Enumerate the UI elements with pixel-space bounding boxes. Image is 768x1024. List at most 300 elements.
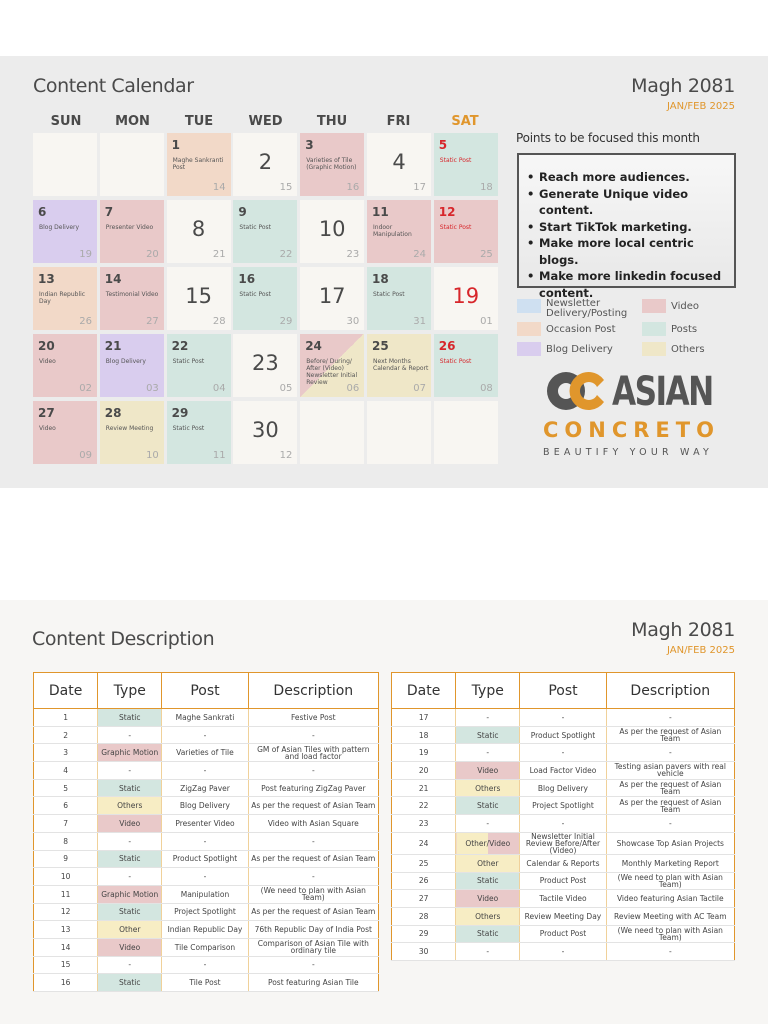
gregorian-date: 03 <box>146 383 159 394</box>
gregorian-date: 26 <box>79 316 92 327</box>
table-cell: - <box>98 762 162 780</box>
table-cell: - <box>162 762 248 780</box>
table-cell: - <box>248 726 378 744</box>
legend-swatch <box>517 322 541 336</box>
focus-point: • Make more local centric blogs. <box>527 235 734 268</box>
day-label: Static Post <box>239 291 272 298</box>
table-cell: Calendar & Reports <box>520 854 606 872</box>
table-cell: Blog Delivery <box>162 797 248 815</box>
calendar-day-cell[interactable] <box>100 200 164 263</box>
table-cell: 28 <box>392 907 456 925</box>
table-cell: Static <box>98 850 162 868</box>
gregorian-date: 12 <box>279 450 293 461</box>
table-cell: Static <box>456 925 520 943</box>
page-title: Content Calendar <box>33 75 194 97</box>
table-cell: As per the request of Asian Team <box>606 797 734 815</box>
focus-point: • Make more linkedin focused content. <box>527 268 734 301</box>
day-number: 24 <box>305 339 322 353</box>
calendar-day-cell[interactable] <box>233 200 297 263</box>
table-cell: - <box>456 709 520 727</box>
weekday-sun: SUN <box>50 114 82 129</box>
table-cell: - <box>162 832 248 850</box>
table-cell: Review Meeting with AC Team <box>606 907 734 925</box>
calendar-day-cell[interactable] <box>233 401 297 464</box>
table-cell: - <box>606 709 734 727</box>
calendar-day-cell[interactable] <box>434 267 498 330</box>
calendar-day-cell[interactable] <box>434 334 498 397</box>
focus-point: • Generate Unique video content. <box>527 186 734 219</box>
table-cell: Festive Post <box>248 709 378 727</box>
table-cell: - <box>248 868 378 886</box>
table-row <box>392 709 735 727</box>
calendar-day-cell[interactable] <box>33 200 97 263</box>
table-row <box>392 854 735 872</box>
calendar-day-cell[interactable] <box>33 267 97 330</box>
focus-point: • Reach more audiences. <box>527 169 734 186</box>
calendar-day-cell[interactable] <box>33 334 97 397</box>
table-cell: Project Spotlight <box>162 903 248 921</box>
table-cell: ZigZag Paver <box>162 779 248 797</box>
table-cell: 23 <box>392 815 456 833</box>
weekday-wed: WED <box>248 114 283 129</box>
column-header: Post <box>520 673 606 709</box>
table-cell: - <box>520 709 606 727</box>
column-header: Description <box>606 673 734 709</box>
table-cell: - <box>162 956 248 974</box>
gregorian-date: 17 <box>413 182 426 193</box>
table-row <box>392 815 735 833</box>
table-row <box>34 921 379 939</box>
table-cell: As per the request of Asian Team <box>606 726 734 744</box>
day-number: 18 <box>372 272 389 286</box>
calendar-day-cell[interactable] <box>300 200 364 263</box>
gregorian-date: 27 <box>146 316 159 327</box>
description-table-right <box>391 672 735 961</box>
calendar-day-cell[interactable] <box>367 401 431 464</box>
table-cell: 15 <box>34 956 98 974</box>
table-cell: Product Post <box>520 872 606 890</box>
table-row <box>34 815 379 833</box>
legend-swatch <box>642 342 666 356</box>
gregorian-date: 28 <box>212 316 226 327</box>
legend-label: Video <box>671 301 700 312</box>
calendar-day-cell[interactable] <box>100 401 164 464</box>
day-label: Maghe Sankranti Post <box>172 157 224 171</box>
table-cell: Others <box>456 907 520 925</box>
table-row <box>392 797 735 815</box>
gregorian-date: 23 <box>346 249 360 260</box>
table-cell: - <box>520 815 606 833</box>
gregorian-date: 30 <box>346 316 360 327</box>
table-cell: - <box>520 744 606 762</box>
day-number-large: 15 <box>185 284 212 308</box>
day-label: Next Months Calendar & Report <box>373 358 429 372</box>
calendar-day-cell[interactable] <box>100 267 164 330</box>
table-cell: 12 <box>34 903 98 921</box>
table-cell: Static <box>98 974 162 992</box>
column-header: Type <box>456 673 520 709</box>
legend-label: Posts <box>671 324 698 335</box>
calendar-day-cell[interactable] <box>300 401 364 464</box>
table-cell: - <box>98 868 162 886</box>
table-cell: Static <box>98 709 162 727</box>
column-header: Type <box>98 673 162 709</box>
day-label: Video <box>39 425 56 432</box>
table-cell: - <box>520 943 606 961</box>
calendar-day-cell[interactable] <box>100 334 164 397</box>
table-cell: 6 <box>34 797 98 815</box>
legend-label: Blog Delivery <box>546 344 613 355</box>
table-cell: Blog Delivery <box>520 779 606 797</box>
table-cell: (We need to plan with Asian Team) <box>606 925 734 943</box>
table-cell: 26 <box>392 872 456 890</box>
day-number: 9 <box>238 205 247 219</box>
table-cell: - <box>248 956 378 974</box>
table-row <box>34 903 379 921</box>
table-cell: Varieties of Tile <box>162 744 248 762</box>
table-row <box>34 779 379 797</box>
points-title: Points to be focused this month <box>516 131 700 145</box>
table-cell: Static <box>456 797 520 815</box>
table-cell: Presenter Video <box>162 815 248 833</box>
gregorian-date: 24 <box>413 249 426 260</box>
table-cell: Others <box>456 779 520 797</box>
table-row <box>34 726 379 744</box>
table-row <box>392 907 735 925</box>
weekday-sat: SAT <box>451 114 479 129</box>
table-row <box>392 779 735 797</box>
table-cell: 20 <box>392 762 456 780</box>
day-number: 14 <box>104 272 122 286</box>
gregorian-date: 02 <box>79 383 92 394</box>
calendar-day-cell[interactable] <box>233 334 297 397</box>
calendar-day-cell[interactable] <box>300 334 364 397</box>
gregorian-date: 07 <box>413 383 426 394</box>
gregorian-date: 06 <box>346 383 360 394</box>
table-cell: Manipulation <box>162 885 248 903</box>
gregorian-date: 11 <box>212 450 226 461</box>
calendar-day-cell[interactable] <box>167 334 231 397</box>
table-row <box>392 943 735 961</box>
table-cell: - <box>606 943 734 961</box>
table-row <box>34 885 379 903</box>
weekday-thu: THU <box>316 114 348 129</box>
table-cell: Post featuring Asian Tile <box>248 974 378 992</box>
calendar-day-cell[interactable] <box>434 200 498 263</box>
gregorian-date: 01 <box>480 316 493 327</box>
table-cell: 30 <box>392 943 456 961</box>
day-number: 22 <box>171 339 189 353</box>
table-cell: - <box>606 815 734 833</box>
day-label: Presenter Video <box>105 224 154 231</box>
points-box <box>517 153 736 300</box>
table-cell: Post featuring ZigZag Paver <box>248 779 378 797</box>
table-cell: 76th Republic Day of India Post <box>248 921 378 939</box>
table-row <box>392 872 735 890</box>
day-number: 20 <box>38 339 55 353</box>
calendar-day-cell[interactable] <box>33 133 97 196</box>
table-cell: Others <box>98 797 162 815</box>
day-label: Blog Delivery <box>39 224 80 231</box>
table-cell: 10 <box>34 868 98 886</box>
table-cell: - <box>456 943 520 961</box>
table-cell: Indian Republic Day <box>162 921 248 939</box>
day-label: Indoor Manipulation <box>373 224 412 238</box>
table-cell: Review Meeting Day <box>520 907 606 925</box>
column-header: Date <box>34 673 98 709</box>
table-cell: Load Factor Video <box>520 762 606 780</box>
gregorian-date: 25 <box>480 249 493 260</box>
calendar-day-cell[interactable] <box>167 133 231 196</box>
weekday-mon: MON <box>115 114 150 129</box>
gregorian-date: 22 <box>279 249 293 260</box>
calendar-day-cell[interactable] <box>100 133 164 196</box>
legend-swatch <box>642 322 666 336</box>
day-label: Static Post <box>239 224 272 231</box>
day-label: Review Meeting <box>105 425 154 432</box>
day-number: 11 <box>372 205 389 219</box>
table-cell: Static <box>456 726 520 744</box>
day-number: 21 <box>104 339 122 353</box>
month-subtitle: JAN/FEB 2025 <box>666 101 735 112</box>
column-header: Post <box>162 673 248 709</box>
table-cell: - <box>606 744 734 762</box>
table-row <box>392 925 735 943</box>
day-number: 28 <box>104 406 122 420</box>
calendar-grid <box>33 133 499 467</box>
table-cell: 18 <box>392 726 456 744</box>
table-cell: 8 <box>34 832 98 850</box>
day-number-large: 17 <box>318 284 346 308</box>
day-number-large: 10 <box>318 217 346 241</box>
legend-swatch <box>642 299 666 313</box>
table-cell: (We need to plan with Asian Team) <box>606 872 734 890</box>
gregorian-date: 10 <box>146 450 159 461</box>
day-number-large: 2 <box>258 150 273 174</box>
table-cell: Comparison of Asian Tile with ordinary tile <box>248 938 378 956</box>
calendar-day-cell[interactable] <box>167 401 231 464</box>
table-cell: Video with Asian Square <box>248 815 378 833</box>
table-cell: 1 <box>34 709 98 727</box>
table-cell: 7 <box>34 815 98 833</box>
table-row <box>34 938 379 956</box>
day-label: Before/ During/ After (Video) Newsletter Initial Review <box>306 358 358 386</box>
day-number-large: 30 <box>252 418 279 442</box>
calendar-day-cell[interactable] <box>233 133 297 196</box>
table-row <box>392 726 735 744</box>
table-row <box>392 890 735 908</box>
calendar-day-cell[interactable] <box>367 334 431 397</box>
gregorian-date: 31 <box>413 316 426 327</box>
table-row <box>34 762 379 780</box>
table-cell: Showcase Top Asian Projects <box>606 832 734 854</box>
table-cell: - <box>98 832 162 850</box>
table-cell: Tile Comparison <box>162 938 248 956</box>
table-row <box>392 744 735 762</box>
table-cell: As per the request of Asian Team <box>248 903 378 921</box>
day-number: 3 <box>305 138 314 152</box>
table-cell: 21 <box>392 779 456 797</box>
calendar-day-cell[interactable] <box>300 133 364 196</box>
table-cell: GM of Asian Tiles with pattern and load factor <box>248 744 378 762</box>
calendar-day-cell[interactable] <box>167 200 231 263</box>
calendar-day-cell[interactable] <box>367 267 431 330</box>
table-cell: Graphic Motion <box>98 744 162 762</box>
table-cell: Static <box>98 779 162 797</box>
day-number: 12 <box>438 205 456 219</box>
table-cell: 24 <box>392 832 456 854</box>
gregorian-date: 19 <box>79 249 92 260</box>
calendar-day-cell[interactable] <box>434 401 498 464</box>
weekday-tue: TUE <box>184 114 214 129</box>
legend-label: Newsletter Delivery/Posting <box>546 298 628 319</box>
table-row <box>392 762 735 780</box>
table-cell: Project Spotlight <box>520 797 606 815</box>
logo-asian-text: ASIAN <box>612 369 713 415</box>
gregorian-date: 15 <box>279 182 293 193</box>
table-cell: - <box>98 726 162 744</box>
table-cell: 13 <box>34 921 98 939</box>
day-label: Video <box>39 358 56 365</box>
day-number: 27 <box>38 406 55 420</box>
table-row <box>34 744 379 762</box>
table-cell: Video <box>456 762 520 780</box>
legend-label: Occasion Post <box>546 324 616 335</box>
column-header: Description <box>248 673 378 709</box>
weekday-header <box>33 114 497 128</box>
calendar-day-cell[interactable] <box>33 401 97 464</box>
table-row <box>34 868 379 886</box>
table-cell: Video <box>456 890 520 908</box>
column-header: Date <box>392 673 456 709</box>
gregorian-date: 20 <box>146 249 159 260</box>
gregorian-date: 09 <box>79 450 92 461</box>
day-label: Testimonial Video <box>105 291 159 298</box>
table-cell: Testing asian pavers with real vehicle <box>606 762 734 780</box>
gregorian-date: 14 <box>212 182 226 193</box>
table-cell: 16 <box>34 974 98 992</box>
day-label: Static Post <box>373 291 405 298</box>
month-subtitle-2: JAN/FEB 2025 <box>666 645 735 656</box>
day-number: 13 <box>38 272 55 286</box>
table-cell: 17 <box>392 709 456 727</box>
focus-point: • Start TikTok marketing. <box>527 219 734 236</box>
table-row <box>392 832 735 854</box>
day-label: Static Post <box>439 157 472 164</box>
calendar-day-cell[interactable] <box>367 200 431 263</box>
gregorian-date: 16 <box>346 182 360 193</box>
table-cell: Graphic Motion <box>98 885 162 903</box>
logo-mark-icon <box>542 368 612 418</box>
table-cell: Tactile Video <box>520 890 606 908</box>
logo-concreto-text: CONCRETO <box>543 418 720 442</box>
table-cell: 27 <box>392 890 456 908</box>
table-cell: 9 <box>34 850 98 868</box>
table-cell: (We need to plan with Asian Team) <box>248 885 378 903</box>
gregorian-date: 05 <box>279 383 293 394</box>
legend-swatch <box>517 299 541 313</box>
weekday-fri: FRI <box>386 114 411 129</box>
table-cell: Product Spotlight <box>162 850 248 868</box>
gregorian-date: 08 <box>480 383 493 394</box>
table-row <box>34 832 379 850</box>
gregorian-date: 21 <box>212 249 226 260</box>
table-cell: 22 <box>392 797 456 815</box>
table-cell: As per the request of Asian Team <box>248 797 378 815</box>
table-cell: Other/Video <box>456 832 520 854</box>
table-cell: Newsletter Initial Review Before/After (Video) <box>520 832 606 854</box>
description-table-left <box>33 672 379 992</box>
legend-label: Others <box>671 344 705 355</box>
day-number: 7 <box>104 205 114 219</box>
table-row <box>34 709 379 727</box>
table-cell: - <box>456 744 520 762</box>
table-row <box>34 974 379 992</box>
calendar-day-cell[interactable] <box>233 267 297 330</box>
table-cell: Video <box>98 938 162 956</box>
table-cell: Video <box>98 815 162 833</box>
table-cell: Other <box>456 854 520 872</box>
table-cell: As per the request of Asian Team <box>606 779 734 797</box>
table-cell: As per the request of Asian Team <box>248 850 378 868</box>
table-row <box>34 850 379 868</box>
day-label: Indian Republic Day <box>39 291 86 305</box>
day-label: Blog Delivery <box>105 358 146 365</box>
table-cell: 5 <box>34 779 98 797</box>
day-number-large: 19 <box>452 284 480 308</box>
day-number: 5 <box>438 138 448 152</box>
table-cell: Monthly Marketing Report <box>606 854 734 872</box>
day-label: Static Post <box>172 358 205 365</box>
day-number: 16 <box>238 272 256 286</box>
day-number-large: 23 <box>252 351 279 375</box>
calendar-day-cell[interactable] <box>167 267 231 330</box>
table-row <box>34 797 379 815</box>
table-cell: 4 <box>34 762 98 780</box>
legend-swatch <box>517 342 541 356</box>
calendar-day-cell[interactable] <box>367 133 431 196</box>
calendar-day-cell[interactable] <box>300 267 364 330</box>
table-cell: Static <box>456 872 520 890</box>
description-title: Content Description <box>32 628 215 650</box>
gregorian-date: 04 <box>212 383 226 394</box>
day-number-large: 8 <box>191 217 206 241</box>
month-title: Magh 2081 <box>631 75 735 97</box>
day-number: 26 <box>438 339 456 353</box>
table-cell: Product Spotlight <box>520 726 606 744</box>
day-number: 1 <box>171 138 180 152</box>
calendar-day-cell[interactable] <box>434 133 498 196</box>
day-label: Varieties of Tile (Graphic Motion) <box>306 157 357 171</box>
table-cell: - <box>162 726 248 744</box>
day-label: Static Post <box>439 224 472 231</box>
table-cell: 19 <box>392 744 456 762</box>
table-cell: Maghe Sankrati <box>162 709 248 727</box>
gregorian-date: 29 <box>279 316 293 327</box>
table-cell: Tile Post <box>162 974 248 992</box>
day-number: 25 <box>372 339 389 353</box>
table-cell: 3 <box>34 744 98 762</box>
day-label: Static Post <box>439 358 472 365</box>
table-cell: 2 <box>34 726 98 744</box>
table-cell: - <box>98 956 162 974</box>
table-cell: 29 <box>392 925 456 943</box>
table-cell: 14 <box>34 938 98 956</box>
table-cell: Product Post <box>520 925 606 943</box>
gregorian-date: 18 <box>480 182 493 193</box>
day-number: 29 <box>171 406 189 420</box>
table-cell: Other <box>98 921 162 939</box>
